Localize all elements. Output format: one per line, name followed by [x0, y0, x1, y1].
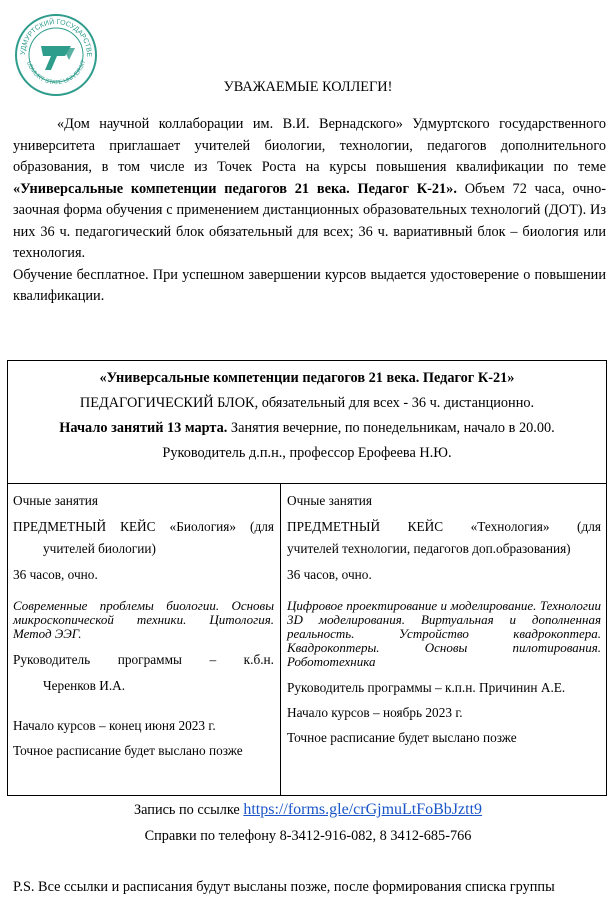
signup-link[interactable]: https://forms.gle/crGjmuLtFoBbJztt9: [243, 801, 483, 818]
page-heading: УВАЖАЕМЫЕ КОЛЛЕГИ!: [223, 79, 393, 95]
logo-en-text: UDMURT STATE UNIVERSIT: [25, 59, 88, 87]
bio-case-audience: учителей биологии): [43, 541, 156, 556]
tech-case-audience: учителей технологии, педагогов доп.образования): [287, 541, 571, 556]
tech-start: Начало курсов – ноябрь 2023 г.: [287, 705, 463, 720]
tech-topics: Цифровое проектирование и моделирование. Технологии 3D моделирования. Виртуальная и дополненная реальность. Устройство квадрокоптера. Квадрокоптеры. Основы пилотирования. Робототехника: [287, 598, 601, 669]
block-start: Начало занятий 13 марта. Занятия вечерние, по понедельникам, начало в 20.00.: [59, 420, 555, 436]
logo-ru-text: УДМУРТСКИЙ ГОСУДАРСТВЕ: [19, 18, 93, 58]
block-title: «Универсальные компетенции педагогов 21 века. Педагог К-21»: [99, 370, 515, 386]
bio-topics: Современные проблемы биологии. Основы микроскопической техники. Цитология. Метод ЭЭГ.: [13, 598, 274, 641]
ps-note: P.S. Все ссылки и расписания будут высланы позже, после формирования списка группы: [13, 879, 555, 895]
tech-leader: Руководитель программы – к.п.н. Причинин А.Е.: [287, 680, 566, 695]
bio-leader: Руководитель программы – к.б.н.: [13, 652, 274, 667]
bio-start: Начало курсов – конец июня 2023 г.: [13, 718, 216, 733]
tech-schedule: Точное расписание будет выслано позже: [287, 730, 517, 745]
technology-case-column: [281, 484, 607, 796]
course-title-bold: «Универсальные компетенции педагогов 21 века. Педагог К-21».: [13, 180, 457, 197]
intro-text: [13, 114, 606, 308]
bio-type: Очные занятия: [13, 493, 98, 508]
case-columns: [7, 483, 607, 796]
bio-hours: 36 часов, очно.: [13, 567, 98, 582]
signup-line: [0, 800, 616, 820]
pedagogical-block: [8, 366, 606, 466]
biology-case-column: [7, 484, 281, 796]
bio-schedule: Точное расписание будет выслано позже: [13, 743, 243, 758]
intro-paragraph: «Дом научной коллаборации им. В.И. Вернадского» Удмуртского государственного университета приглашает учителей биологии, технологии, педагогов дополнительного образования, в том числе из Точек Роста на курсы повышения квалификации по теме «Универсальные компетенции педагогов 21 века. Педагог К-21». Объем 72 часа, очно-заочная форма обучения с применением дистанционных образовательных технологий (ДОТ). Из них 36 ч. педагогический блок обязательный для всех; 36 ч. вариативный блок – биология или технология.: [13, 116, 606, 261]
signup-label: Запись по ссылке: [133, 802, 244, 818]
bio-case: ПРЕДМЕТНЫЙ КЕЙС «Биология» (для: [13, 519, 274, 534]
tech-type: Очные занятия: [287, 493, 372, 508]
bio-leader-name: Черенков И.А.: [43, 678, 126, 693]
block-leader: Руководитель д.п.н., профессор Ерофеева Н.Ю.: [162, 445, 452, 461]
phone-line: Справки по телефону 8-3412-916-082, 8 3412-685-766: [144, 828, 472, 844]
free-notice: Обучение бесплатное. При успешном завершении курсов выдается удостоверение о повышении квалификации.: [13, 266, 606, 304]
tech-case: ПРЕДМЕТНЫЙ КЕЙС «Технология» (для: [287, 519, 601, 534]
block-subtitle: ПЕДАГОГИЧЕСКИЙ БЛОК, обязательный для всех - 36 ч. дистанционно.: [79, 395, 535, 411]
tech-hours: 36 часов, очно.: [287, 567, 372, 582]
